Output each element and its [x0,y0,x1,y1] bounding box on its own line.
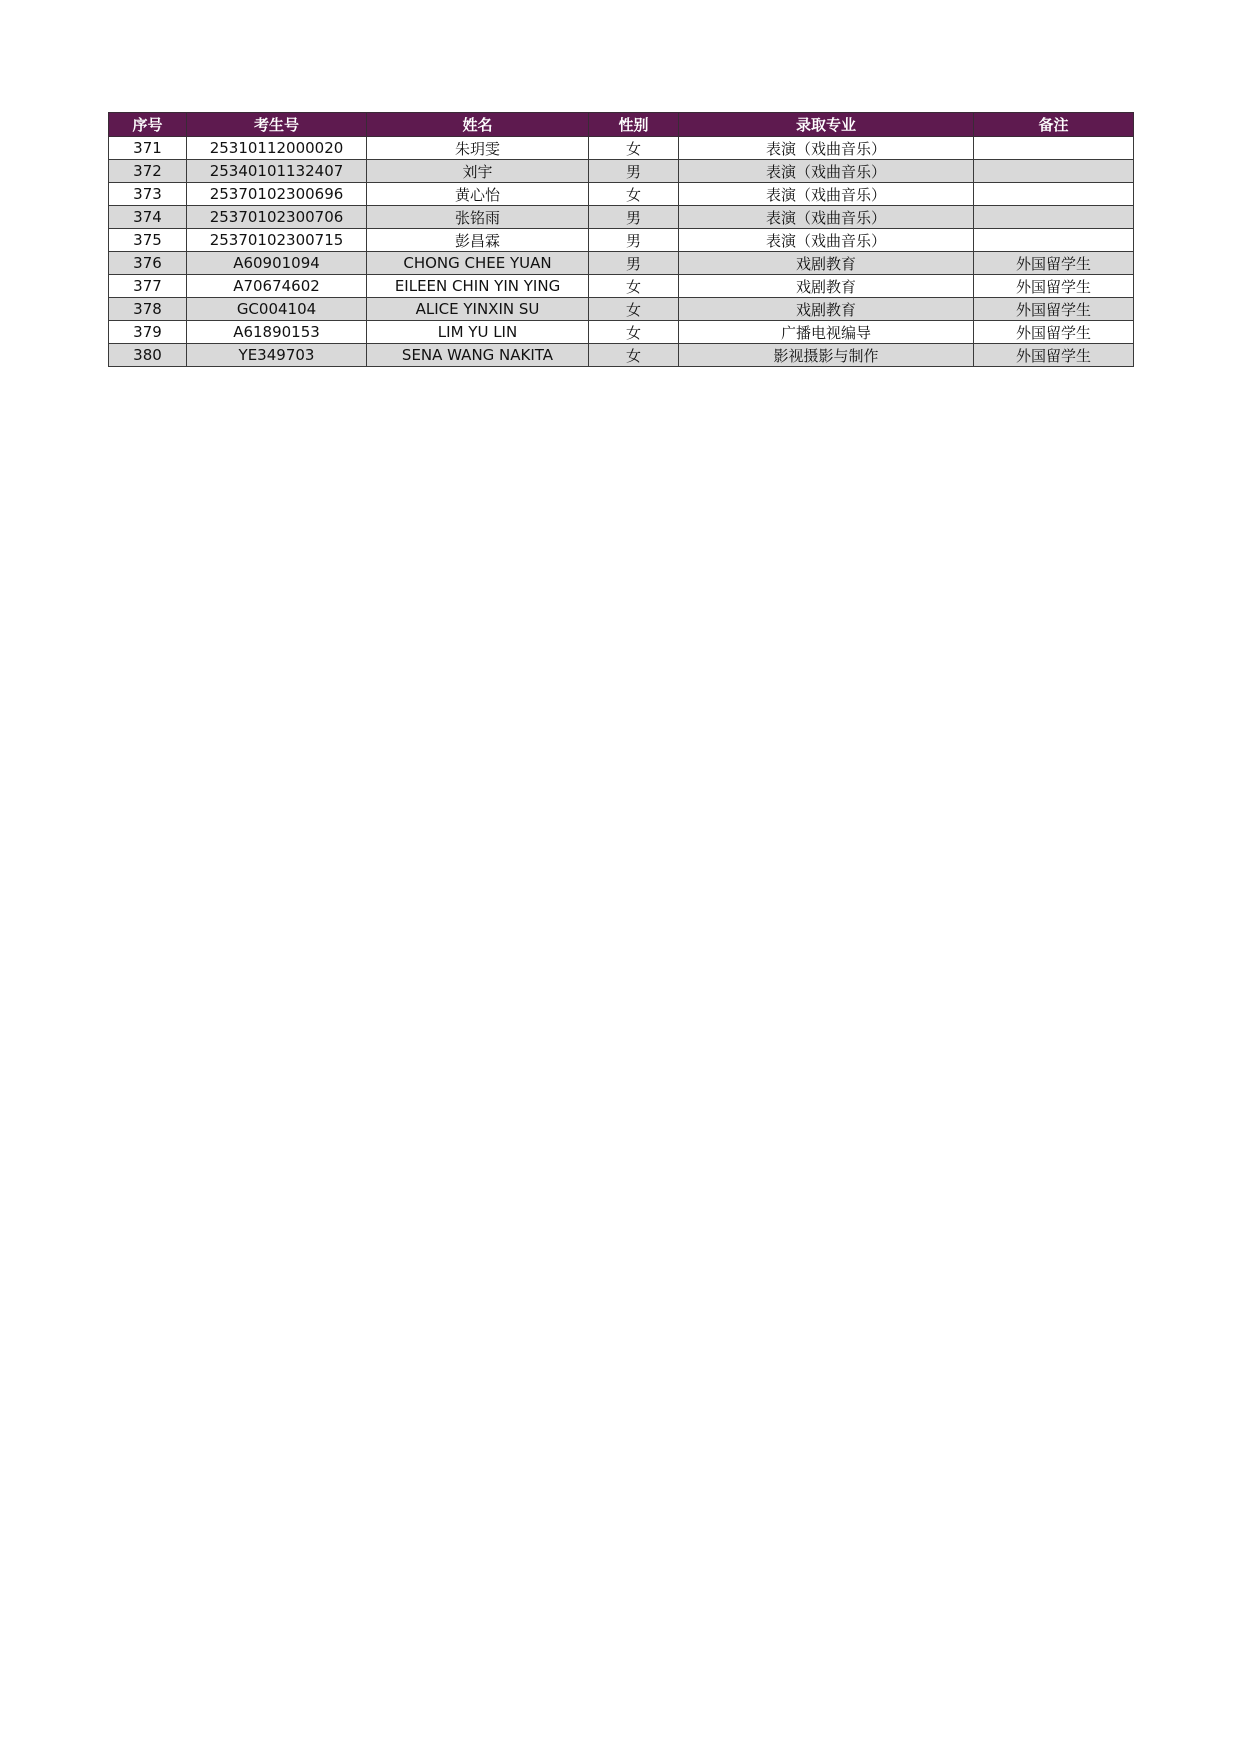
cell-candidate-number: 25310112000020 [187,137,367,160]
table-row [109,252,1134,275]
cell-name: LIM YU LIN [367,321,589,344]
header-row [109,113,1134,137]
cell-gender: 男 [589,206,679,229]
cell-name: CHONG CHEE YUAN [367,252,589,275]
cell-admitted-major: 表演（戏曲音乐） [679,160,974,183]
header-gender: 性别 [589,113,679,137]
cell-admitted-major: 表演（戏曲音乐） [679,229,974,252]
header-serial-number: 序号 [109,113,187,137]
cell-remarks [974,206,1134,229]
cell-serial-number: 371 [109,137,187,160]
table-row [109,298,1134,321]
cell-gender: 女 [589,298,679,321]
cell-admitted-major: 戏剧教育 [679,298,974,321]
header-candidate-number: 考生号 [187,113,367,137]
cell-admitted-major: 影视摄影与制作 [679,344,974,367]
cell-admitted-major: 表演（戏曲音乐） [679,137,974,160]
header-admitted-major: 录取专业 [679,113,974,137]
cell-gender: 男 [589,252,679,275]
cell-gender: 男 [589,160,679,183]
table-row [109,160,1134,183]
cell-candidate-number: 25370102300715 [187,229,367,252]
cell-serial-number: 376 [109,252,187,275]
cell-candidate-number: GC004104 [187,298,367,321]
table-row [109,137,1134,160]
table-row [109,183,1134,206]
cell-remarks: 外国留学生 [974,298,1134,321]
cell-serial-number: 375 [109,229,187,252]
cell-admitted-major: 表演（戏曲音乐） [679,206,974,229]
cell-remarks: 外国留学生 [974,321,1134,344]
cell-candidate-number: A61890153 [187,321,367,344]
cell-remarks: 外国留学生 [974,252,1134,275]
cell-remarks [974,160,1134,183]
table-row [109,321,1134,344]
cell-serial-number: 377 [109,275,187,298]
cell-admitted-major: 戏剧教育 [679,275,974,298]
cell-gender: 女 [589,183,679,206]
table-row [109,206,1134,229]
cell-gender: 女 [589,321,679,344]
cell-serial-number: 374 [109,206,187,229]
cell-serial-number: 379 [109,321,187,344]
cell-candidate-number: 25370102300706 [187,206,367,229]
cell-remarks: 外国留学生 [974,275,1134,298]
table-row [109,229,1134,252]
cell-candidate-number: A70674602 [187,275,367,298]
cell-admitted-major: 表演（戏曲音乐） [679,183,974,206]
cell-remarks: 外国留学生 [974,344,1134,367]
cell-gender: 女 [589,344,679,367]
cell-admitted-major: 戏剧教育 [679,252,974,275]
table-body [109,137,1134,367]
cell-remarks [974,183,1134,206]
admission-table [108,112,1134,367]
cell-serial-number: 378 [109,298,187,321]
cell-name: ALICE YINXIN SU [367,298,589,321]
cell-serial-number: 373 [109,183,187,206]
cell-candidate-number: 25340101132407 [187,160,367,183]
table-row [109,275,1134,298]
cell-name: 刘宇 [367,160,589,183]
cell-name: 张铭雨 [367,206,589,229]
header-name: 姓名 [367,113,589,137]
cell-remarks [974,137,1134,160]
cell-name: 彭昌霖 [367,229,589,252]
cell-serial-number: 380 [109,344,187,367]
cell-gender: 女 [589,137,679,160]
cell-name: 黄心怡 [367,183,589,206]
cell-remarks [974,229,1134,252]
cell-name: SENA WANG NAKITA [367,344,589,367]
admission-list-sheet [108,112,1134,367]
table-row [109,344,1134,367]
cell-candidate-number: 25370102300696 [187,183,367,206]
cell-name: 朱玥雯 [367,137,589,160]
cell-admitted-major: 广播电视编导 [679,321,974,344]
cell-candidate-number: A60901094 [187,252,367,275]
cell-name: EILEEN CHIN YIN YING [367,275,589,298]
table-header [109,113,1134,137]
cell-serial-number: 372 [109,160,187,183]
cell-candidate-number: YE349703 [187,344,367,367]
cell-gender: 男 [589,229,679,252]
header-remarks: 备注 [974,113,1134,137]
cell-gender: 女 [589,275,679,298]
